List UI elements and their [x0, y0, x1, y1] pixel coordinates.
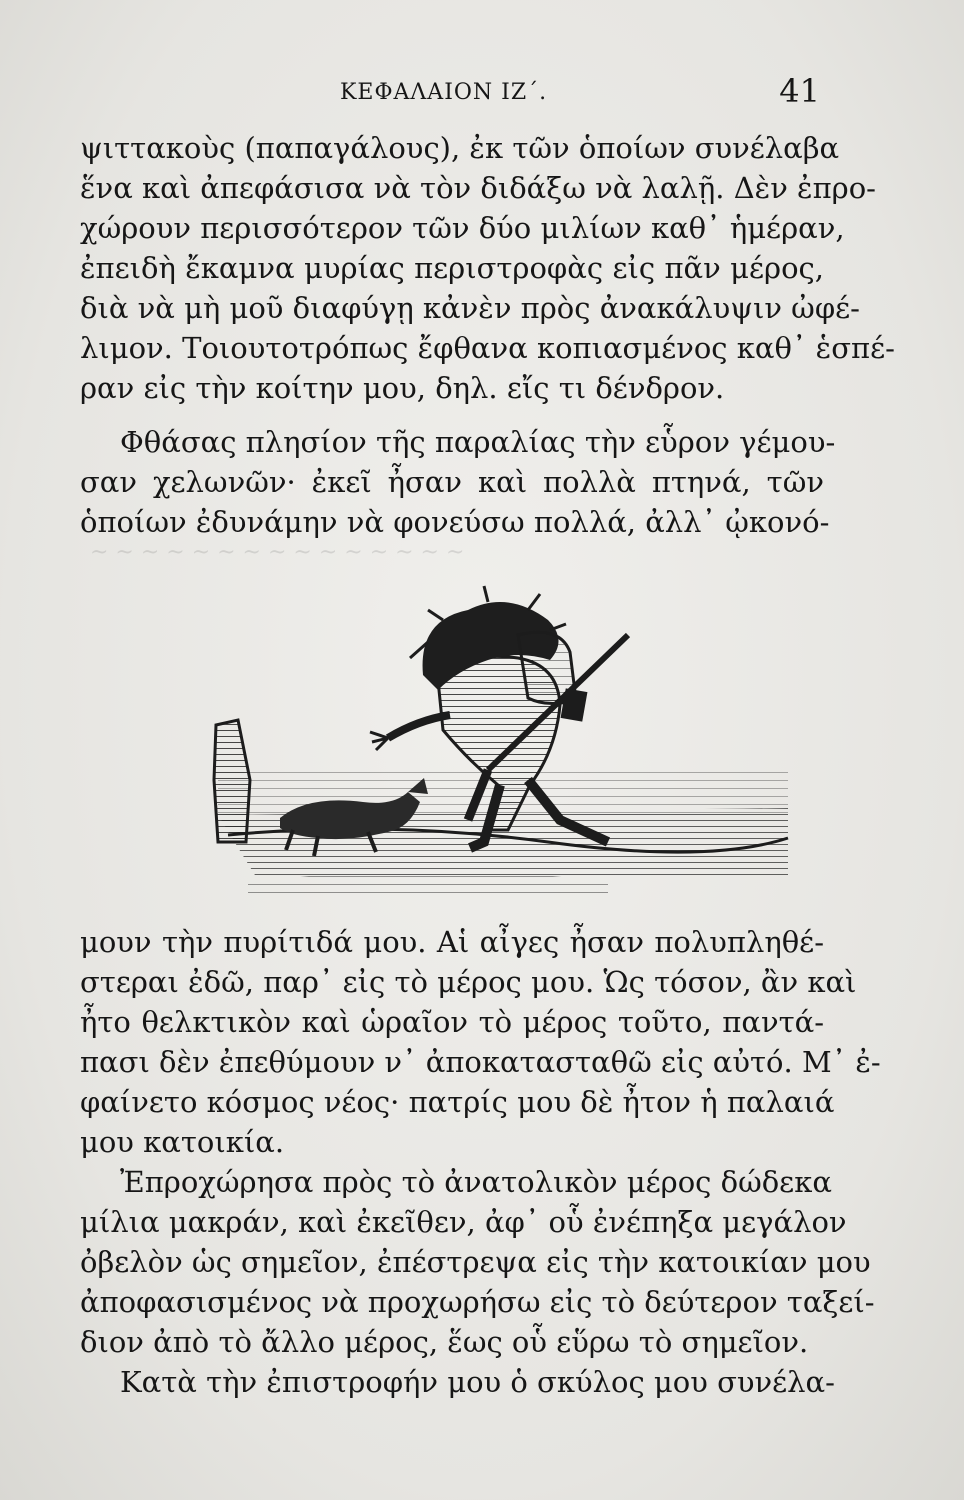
text-line: μίλια μακράν, καὶ ἐκεῖθεν, ἀφ᾽ οὗ ἐνέπηξα μεγάλον: [80, 1205, 847, 1239]
text-line: Ἐπροχώρησα πρὸς τὸ ἀνατολικὸν μέρος δώδεκα: [120, 1165, 832, 1199]
text-line: διὰ νὰ μὴ μοῦ διαφύγῃ κἀνὲν πρὸς ἀνακάλυψιν ὠφέ-: [80, 291, 860, 325]
text-line: μου κατοικία.: [80, 1125, 285, 1159]
text-line: πασι δὲν ἐπεθύμουν ν᾽ ἀποκατασταθῶ εἰς αὐτό. Μ᾽ ἐ-: [80, 1045, 881, 1079]
text-line: ραν εἰς τὴν κοίτην μου, δηλ. εἴς τι δένδρον.: [80, 371, 725, 405]
page-number: 41: [779, 72, 820, 110]
text-line: Φθάσας πλησίον τῆς παραλίας τὴν εὗρον γέμου-: [120, 425, 836, 459]
text-line: λιμον. Τοιουτοτρόπως ἔφθανα κοπιασμένος καθ᾽ ἑσπέ-: [80, 331, 895, 365]
text-line: μουν τὴν πυρίτιδά μου. Αἱ αἶγες ἦσαν πολυπληθέ-: [80, 925, 824, 959]
text-line: φαίνετο κόσμος νέος· πατρίς μου δὲ ἦτον ἡ παλαιά: [80, 1085, 835, 1119]
text-line: ἦτο θελκτικὸν καὶ ὡραῖον τὸ μέρος τοῦτο, παντά-: [80, 1005, 824, 1039]
woodcut-castaway-with-gun-and-dog-icon: [188, 580, 798, 910]
text-line: ὀβελὸν ὡς σημεῖον, ἐπέστρεψα εἰς τὴν κατοικίαν μου: [80, 1245, 871, 1279]
paragraph-2: [80, 422, 836, 542]
text-line: χώρουν περισσότερον τῶν δύο μιλίων καθ᾽ ἡμέραν,: [80, 211, 845, 245]
paragraph-3: [80, 922, 881, 1402]
show-through-text: ~ ~ ~ ~ ~ ~ ~ ~ ~ ~ ~ ~ ~ ~ ~: [90, 540, 465, 565]
paragraph-1: [80, 128, 895, 408]
running-head: ΚΕΦΑΛΑΙΟΝ ΙΖ΄.: [340, 80, 548, 105]
text-line: ὁποίων ἐδυνάμην νὰ φονεύσω πολλά, ἀλλ᾽ ᾠκονό-: [80, 505, 830, 539]
text-line: στεραι ἐδῶ, παρ᾽ εἰς τὸ μέρος μου. Ὡς τόσον, ἂν καὶ: [80, 965, 857, 999]
page-header: [80, 72, 820, 112]
text-line: ψιττακοὺς (παπαγάλους), ἐκ τῶν ὁποίων συνέλαβα: [80, 131, 840, 165]
text-line: ἀποφασισμένος νὰ προχωρήσω εἰς τὸ δεύτερον ταξεί-: [80, 1285, 875, 1319]
text-line: ἐπειδὴ ἔκαμνα μυρίας περιστροφὰς εἰς πᾶν μέρος,: [80, 251, 824, 285]
text-line: ἕνα καὶ ἀπεφάσισα νὰ τὸν διδάξω νὰ λαλῇ. Δὲν ἐπρο-: [80, 171, 876, 205]
text-line: Κατὰ τὴν ἐπιστροφήν μου ὁ σκύλος μου συνέλα-: [120, 1365, 835, 1399]
text-line: διον ἀπὸ τὸ ἄλλο μέρος, ἕως οὗ εὕρω τὸ σημεῖον.: [80, 1325, 809, 1359]
text-line: σαν χελωνῶν· ἐκεῖ ἦσαν καὶ πολλὰ πτηνά, τῶν: [80, 465, 824, 499]
